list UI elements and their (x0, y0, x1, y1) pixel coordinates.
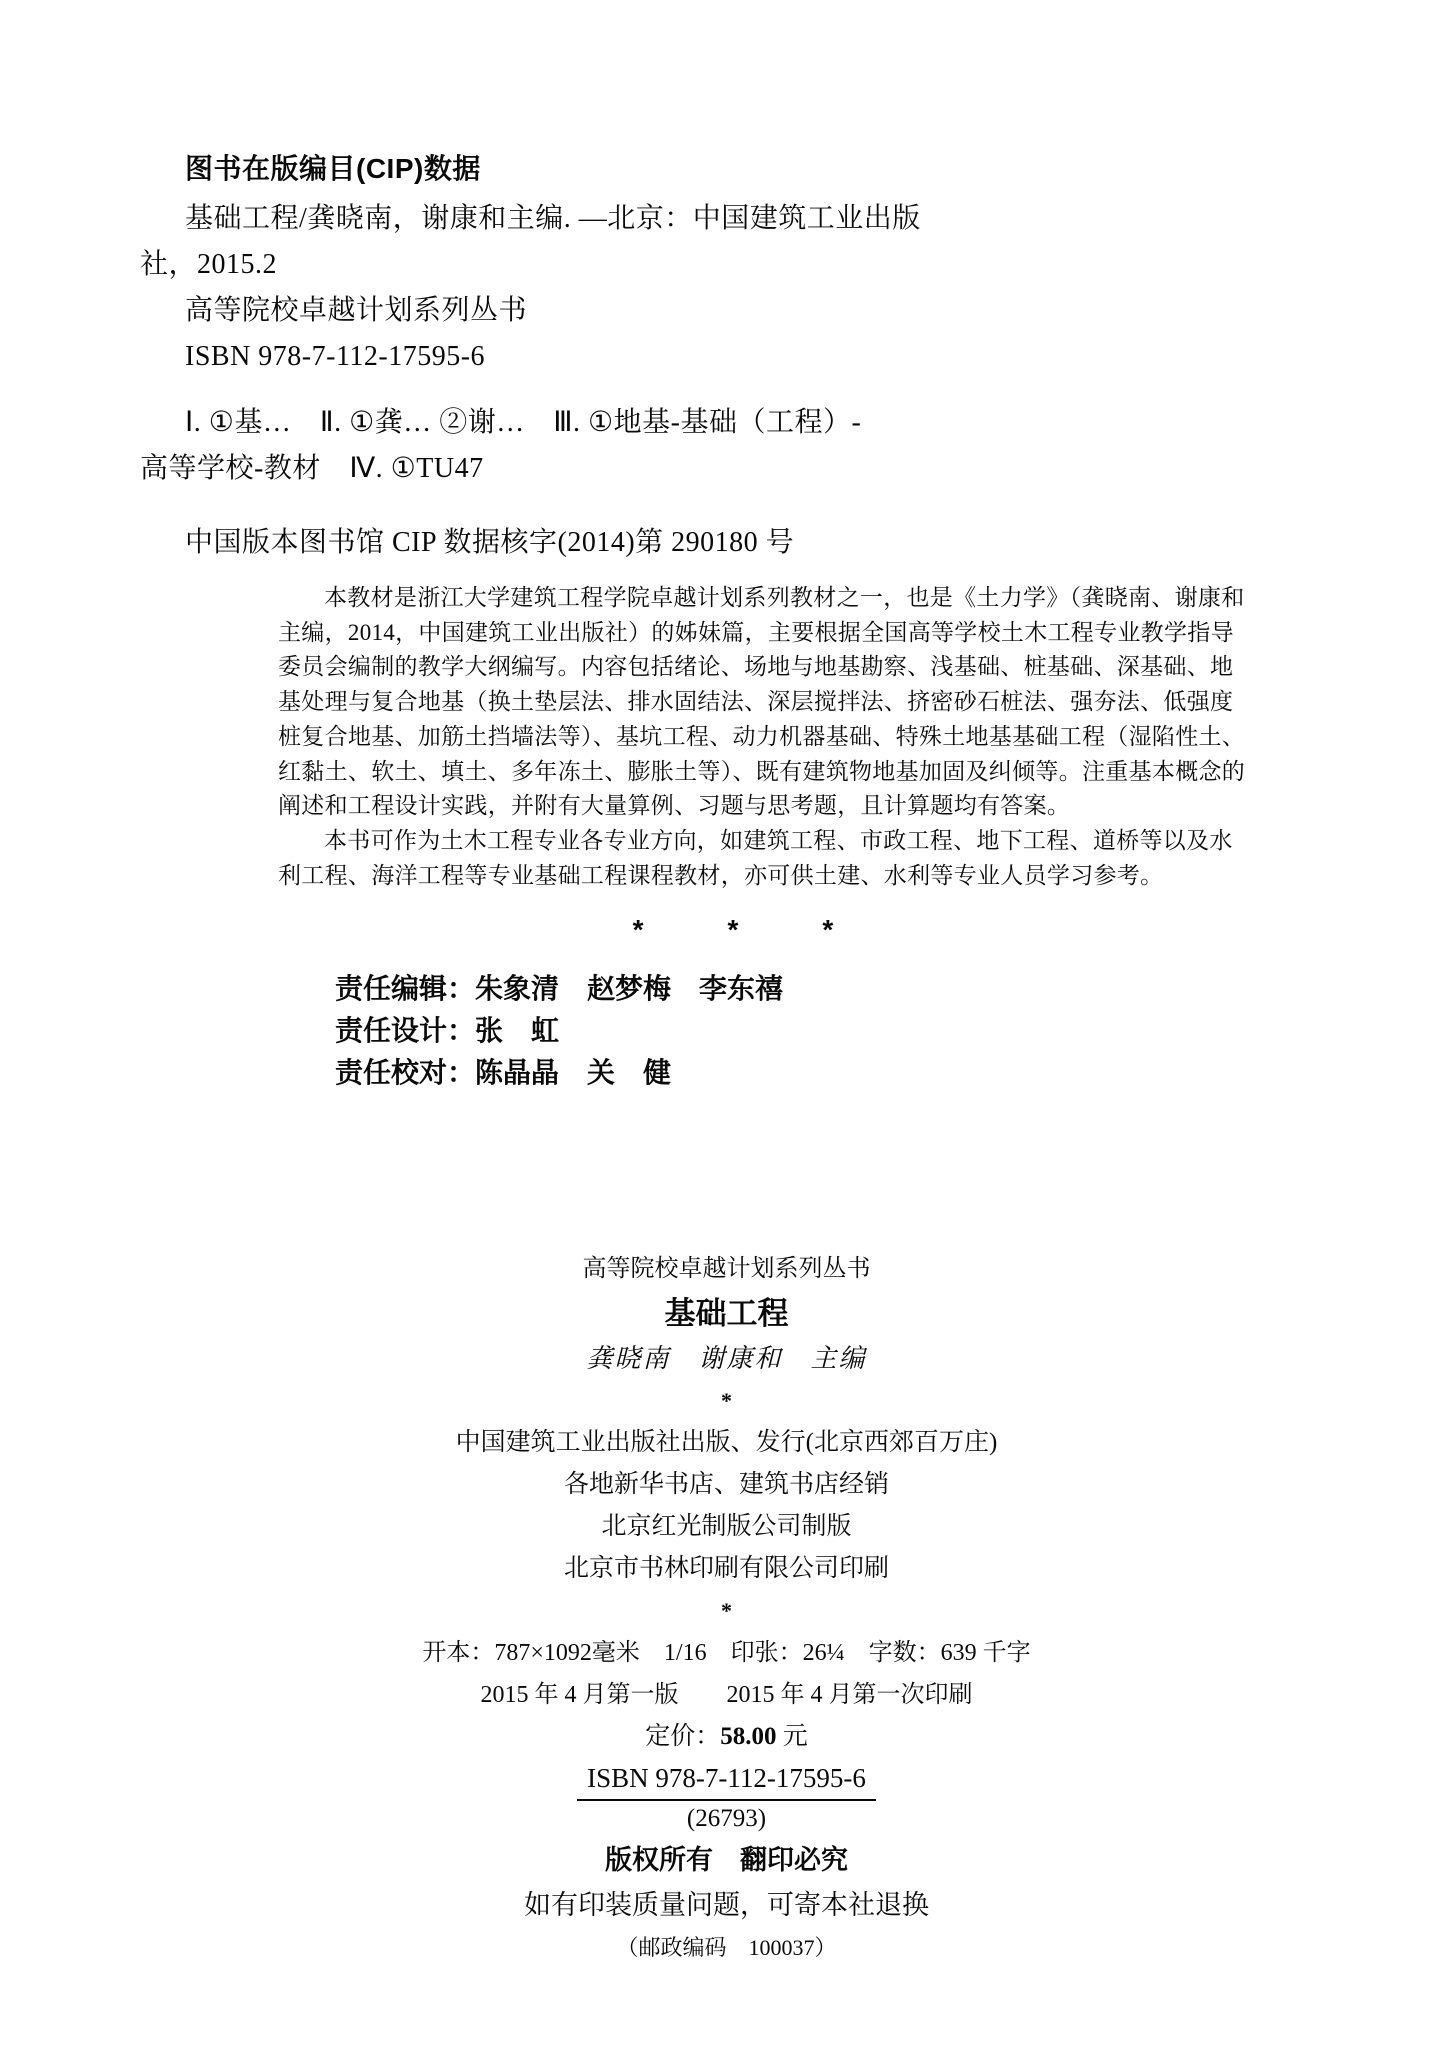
summary-line: 红黏土、软土、填土、多年冻土、膨胀土等）、既有建筑物地基加固及纠倾等。注重基本概念的 (278, 758, 1246, 784)
book-summary (278, 581, 1246, 893)
staff-names: 张 虹 (475, 1015, 560, 1046)
stars-separator: * * * (632, 914, 834, 945)
cip-isbn-line: ISBN 978-7-112-17595-6 (185, 341, 486, 372)
price-value: 58.00 (720, 1723, 777, 1750)
colophon-format-line: 开本：787×1092毫米 1/16 印张：26¼ 字数：639 千字 (422, 1640, 1031, 1666)
staff-names: 陈晶晶 关 健 (475, 1057, 672, 1088)
summary-line: 委员会编制的教学大纲编写。内容包括绪论、场地与地基勘察、浅基础、桩基础、深基础、地 (278, 654, 1234, 680)
cip-heading: 图书在版编目(CIP)数据 (185, 153, 481, 184)
cip-classification-line-2: 高等学校-教材 Ⅳ. ①TU47 (140, 453, 484, 484)
colophon-distribution: 各地新华书店、建筑书店经销 (563, 1471, 889, 1498)
staff-label: 责任校对： (335, 1057, 476, 1088)
summary-line: 阐述和工程设计实践，并附有大量算例、习题与思考题，且计算题均有答案。 (278, 793, 1071, 819)
colophon-copyright-notice: 版权所有 翻印必究 (605, 1845, 848, 1875)
colophon-edition-line: 2015 年 4 月第一版 2015 年 4 月第一次印刷 (480, 1682, 973, 1708)
summary-line: 桩复合地基、加筋土挡墙法等）、基坑工程、动力机器基础、特殊土地基基础工程（湿陷性土、 (278, 723, 1246, 749)
cip-block (140, 146, 980, 566)
staff-label: 责任设计： (335, 1015, 476, 1046)
staff-row-designer (335, 1010, 783, 1052)
colophon-star-separator: * (721, 1598, 732, 1623)
colophon-postal-code: （邮政编码 100037） (616, 1935, 837, 1960)
staff-block (335, 968, 783, 1094)
staff-label: 责任编辑： (335, 973, 476, 1004)
colophon-authors: 龚晓南 谢康和 主编 (586, 1344, 867, 1373)
price-label: 定价： (645, 1723, 721, 1750)
summary-line: 基处理与复合地基（换土垫层法、排水固结法、深层搅拌法、挤密砂石桩法、强夯法、低强度 (278, 689, 1234, 715)
colophon-isbn-line (0, 1758, 1453, 1801)
colophon-star-separator: * (721, 1388, 732, 1413)
colophon-book-code: (26793) (686, 1805, 767, 1832)
summary-line: 本教材是浙江大学建筑工程学院卓越计划系列教材之一，也是《土力学》（龚晓南、谢康和 (324, 585, 1245, 610)
cip-title-line: 基础工程/龚晓南，谢康和主编. —北京：中国建筑工业出版 (185, 203, 921, 234)
price-unit: 元 (776, 1723, 808, 1750)
staff-row-proofreader (335, 1052, 783, 1094)
cip-publisher-line: 社，2015.2 (140, 249, 278, 280)
colophon-quality-notice: 如有印装质量问题，可寄本社退换 (524, 1890, 929, 1920)
colophon-printing: 北京市书林印刷有限公司印刷 (563, 1555, 889, 1582)
staff-row-editor (335, 968, 783, 1010)
colophon-publisher: 中国建筑工业出版社出版、发行(北京西郊百万庄) (455, 1429, 998, 1456)
cip-classification-line: Ⅰ. ①基… Ⅱ. ①龚… ②谢… Ⅲ. ①地基-基础（工程）- (185, 407, 862, 438)
colophon-block (0, 1248, 1453, 1969)
colophon-price-line (0, 1716, 1453, 1758)
summary-line: 主编，2014，中国建筑工业出版社）的姊妹篇，主要根据全国高等学校土木工程专业教学指导 (278, 619, 1234, 645)
colophon-book-title: 基础工程 (664, 1296, 789, 1331)
summary-line: 本书可作为土木工程专业各专业方向，如建筑工程、市政工程、地下工程、道桥等以及水 (324, 827, 1233, 853)
summary-line: 利工程、海洋工程等专业基础工程课程教材，亦可供土建、水利等专业人员学习参考。 (278, 862, 1164, 888)
colophon-series: 高等院校卓越计划系列丛书 (582, 1256, 871, 1282)
colophon-platemaking: 北京红光制版公司制版 (601, 1513, 852, 1540)
staff-names: 朱象清 赵梦梅 李东禧 (475, 973, 784, 1004)
cip-record-number: 中国版本图书馆 CIP 数据核字(2014)第 290180 号 (185, 527, 795, 558)
colophon-isbn: ISBN 978-7-112-17595-6 (577, 1758, 876, 1801)
cip-series-line: 高等院校卓越计划系列丛书 (185, 295, 528, 326)
